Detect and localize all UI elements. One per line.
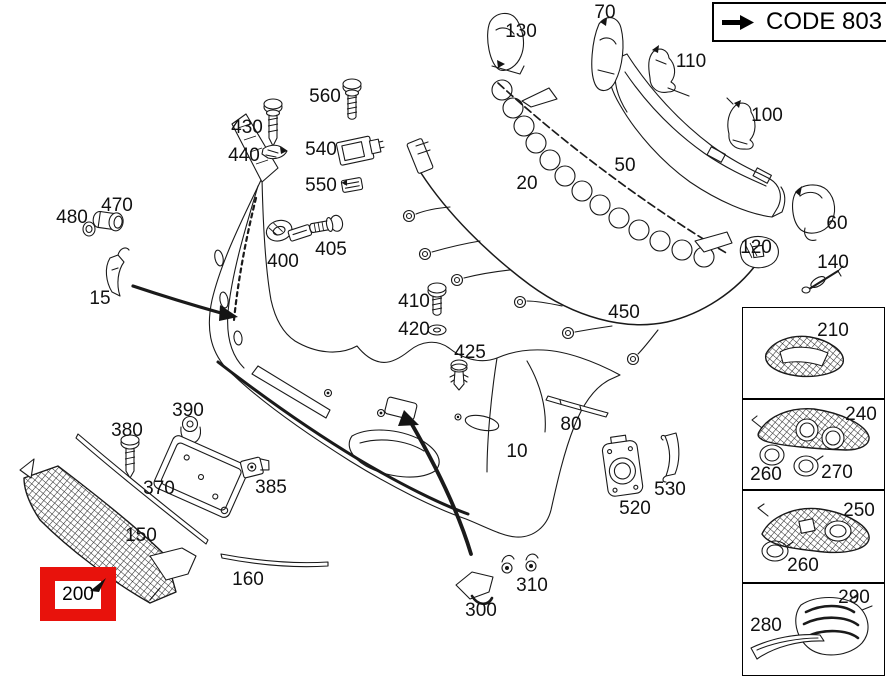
part-label-425[interactable]: 425 <box>454 342 486 363</box>
part-bolt-560[interactable] <box>343 79 361 119</box>
part-label-410[interactable]: 410 <box>398 291 430 312</box>
part-label-250[interactable]: 250 <box>843 500 875 521</box>
part-label-530[interactable]: 530 <box>654 479 686 500</box>
part-bracket-530[interactable] <box>661 433 679 482</box>
part-label-440[interactable]: 440 <box>228 145 260 166</box>
highlight-arrow-icon <box>88 574 108 594</box>
part-label-200[interactable]: 200 <box>62 584 94 605</box>
part-label-405[interactable]: 405 <box>315 239 347 260</box>
part-label-110[interactable]: 110 <box>675 51 707 72</box>
part-label-160[interactable]: 160 <box>232 569 264 590</box>
part-label-60[interactable]: 60 <box>826 213 848 234</box>
part-clip-385[interactable] <box>240 455 271 478</box>
part-label-240[interactable]: 240 <box>845 404 877 425</box>
code-label: CODE 803 <box>766 8 883 35</box>
part-moulding-160[interactable] <box>221 554 328 567</box>
part-label-385[interactable]: 385 <box>255 477 287 498</box>
part-license-bracket-370[interactable] <box>152 434 250 519</box>
part-label-70[interactable]: 70 <box>594 2 616 23</box>
part-label-300[interactable]: 300 <box>465 600 497 621</box>
part-label-560[interactable]: 560 <box>309 86 341 107</box>
part-clip-425[interactable] <box>450 360 468 390</box>
part-label-150[interactable]: 150 <box>125 525 157 546</box>
part-label-370[interactable]: 370 <box>143 478 175 499</box>
part-label-260[interactable]: 260 <box>750 464 782 485</box>
part-label-130[interactable]: 130 <box>505 21 537 42</box>
part-label-10[interactable]: 10 <box>506 441 528 462</box>
part-label-280[interactable]: 280 <box>750 615 782 636</box>
part-label-260[interactable]: 260 <box>787 555 819 576</box>
part-screw-405[interactable] <box>308 214 344 236</box>
part-label-20[interactable]: 20 <box>516 173 538 194</box>
part-label-120[interactable]: 120 <box>740 237 772 258</box>
part-clip-440[interactable] <box>262 145 287 158</box>
part-bolt-410[interactable] <box>428 283 446 315</box>
part-label-480[interactable]: 480 <box>56 207 88 228</box>
part-sensor-540[interactable] <box>336 133 386 165</box>
part-label-100[interactable]: 100 <box>751 105 783 126</box>
part-radar-sensor-520[interactable] <box>601 434 644 497</box>
part-label-520[interactable]: 520 <box>619 498 651 519</box>
part-label-400[interactable]: 400 <box>267 251 299 272</box>
part-label-420[interactable]: 420 <box>398 319 430 340</box>
part-label-50[interactable]: 50 <box>614 155 636 176</box>
part-label-310[interactable]: 310 <box>516 575 548 596</box>
part-label-270[interactable]: 270 <box>821 462 853 483</box>
part-screw-430[interactable] <box>264 99 282 146</box>
part-label-290[interactable]: 290 <box>838 587 870 608</box>
part-label-15[interactable]: 15 <box>89 288 111 309</box>
part-nozzles-310[interactable] <box>502 554 538 573</box>
code-box <box>712 2 886 42</box>
part-label-470[interactable]: 470 <box>101 195 133 216</box>
leader-arrow-15 <box>133 286 238 321</box>
part-washer-cover-300[interactable] <box>456 572 493 604</box>
part-washer-420[interactable] <box>428 325 446 335</box>
part-label-380[interactable]: 380 <box>111 420 143 441</box>
part-label-430[interactable]: 430 <box>231 117 263 138</box>
part-label-80[interactable]: 80 <box>560 414 582 435</box>
right-arrow-icon <box>722 15 754 30</box>
part-label-140[interactable]: 140 <box>817 252 849 273</box>
part-label-390[interactable]: 390 <box>172 400 204 421</box>
panel-box-210[interactable] <box>742 307 885 399</box>
leader-arrow-300 <box>398 410 471 554</box>
part-label-450[interactable]: 450 <box>608 302 640 323</box>
part-label-210[interactable]: 210 <box>817 320 849 341</box>
part-clip-nut-400[interactable] <box>264 212 312 248</box>
part-label-540[interactable]: 540 <box>305 139 337 160</box>
part-label-550[interactable]: 550 <box>305 175 337 196</box>
part-clip-550[interactable] <box>341 177 363 192</box>
